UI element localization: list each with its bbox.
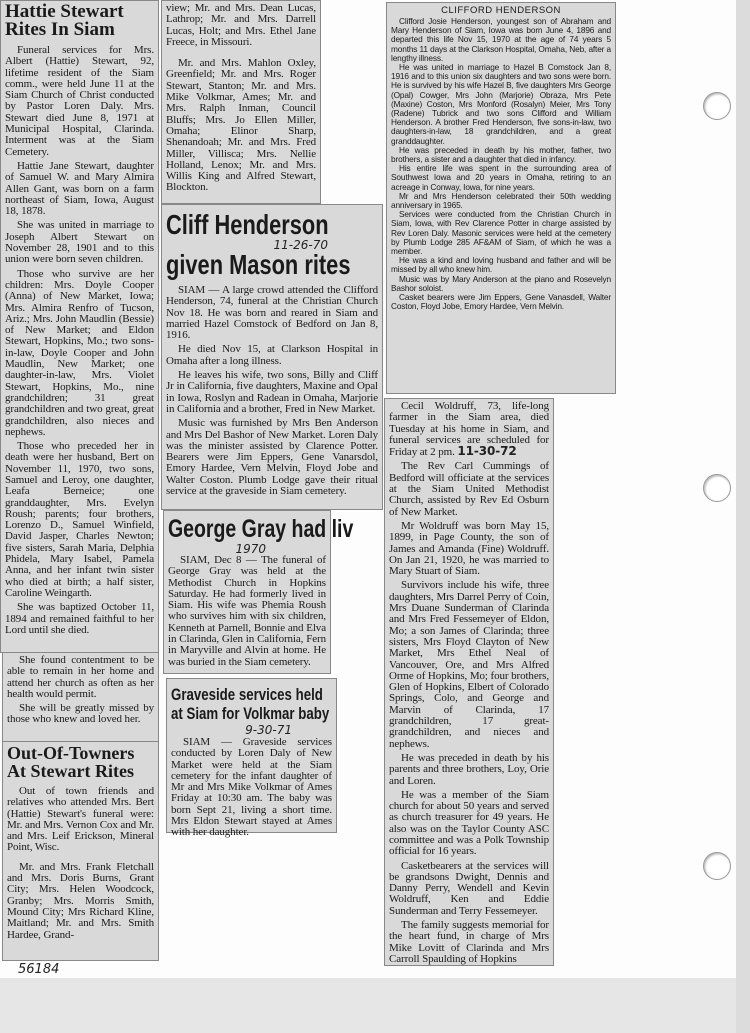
clipping-volkmar-baby [166, 678, 337, 839]
paragraph: Casket bearers were Jim Eppers, Gene Vanasdell, Walter Coston, Floyd Jobe, Emory Hardee, Vern Melvin. [391, 292, 611, 312]
paragraph: He died Nov 15, at Clarkson Hospital in Omaha after a long illness. [166, 343, 378, 367]
headline: CLIFFORD HENDERSON [441, 5, 561, 16]
punch-hole [703, 92, 731, 120]
headline-line: At Stewart Rites [7, 761, 134, 781]
paragraph: Music was furnished by Mrs Ben Anderson and Mrs Del Bashor of New Market. Loren Daly was the minister assisted by Clarence Potter. Bearers were Jim Eppers, Gene Vanarsdol, Emory Hardee, Vern Melvin, Floyd Jobe and Walter Coston. Plumb Lodge gave their ritual service at the graveside in Siam cemetery. [166, 417, 378, 498]
paragraph: He was preceded in death by his parents and three brothers, Loy, Orie and Loren. [389, 751, 549, 787]
headline-line: George Gray had liv [168, 515, 354, 543]
headline [5, 3, 154, 39]
paragraph: SIAM — Graveside services conducted by Loren Daly of New Market were held at the Siam cemetery for the infant daughter of Mr and Mrs Mike Volkmar of Ames Friday at 10:30 am. The baby was born Sept 21, living a short time. Mrs Eldon Stewart stayed at Ames with her daughter. [171, 736, 332, 839]
clipping-hattie-stewart [0, 0, 159, 653]
paragraph-text: Cecil Woldruff, 73, life-long farmer in the Siam area, died Tuesday at his home in Siam, and funeral services are scheduled for Friday at 2 pm. [389, 400, 549, 459]
headline-line: given Mason rites [166, 249, 351, 280]
paragraph: Mr. and Mrs. Mahlon Oxley, Greenfield; Mr. and Mrs. Roger Stewart, Stanton; Mr. and Mrs. Mike Volkmar, Ames; Mr. and Mrs. Ralph Inman, Council Bluffs; Mrs. Jo Ellen Miller, Omaha; Elinor Sharp, Shenandoah; Mr. and Mrs. Fred Miller, Villisca; Mrs. Nellie Holland, Lenox; Mr. and Mrs. Willis King and Alfred Stewart, Blockton. [166, 57, 316, 194]
headline [168, 515, 354, 543]
clipping-cecil-woldruff [384, 398, 554, 966]
headline-line: Out-Of-Towners [7, 743, 135, 763]
paragraph: She was baptized October 11, 1894 and remained faithful to her Lord until she died. [5, 601, 154, 636]
handwritten-date: 1970 [235, 542, 266, 556]
paragraph: Mr. and Mrs. Frank Fletchall and Mrs. Doris Burns, Grant City; Mrs. Helen Woodcock, Granby; Mrs. Morris Smith, Mound City; Mrs Richard Kline, Maitland; Mr. and Mrs. Smith Hardee, Grand- [7, 860, 154, 941]
paragraph: Mr and Mrs Henderson celebrated their 50th wedding anniversary in 1965. [391, 190, 611, 211]
handwritten-date: 11-30-72 [457, 444, 517, 459]
paragraph: SIAM — A large crowd attended the Clifford Henderson, 74, funeral at the Christian Church Nov 18. He was born and reared in Siam and married Hazel Comstock of Bedford on Jan 8, 1916. [166, 284, 378, 342]
catalog-number: 56184 [18, 962, 60, 977]
clipping-hattie-stewart-cont [2, 652, 159, 742]
paragraph: He leaves his wife, two sons, Billy and Cliff Jr in California, five daughters, Maxine and Opal in Iowa, Roslyn and Radean in Omaha, Marjorie in California and a brother, Fred in New Market. [166, 369, 378, 415]
paragraph: He was united in marriage to Hazel B Comstock Jan 8, 1916 and to this union six daughters and two sons were born. He is survived by his wife Hazel B, five daughters Mrs George (Opal) Cowger, Mrs John (Marjorie) Obraza, Mrs Pete (Maxine) Coston, Mrs Monford (Rosalyn) Meier, Mrs Tony (Radene) Tubrick and two sons Clifford and William Henderson. A brother Fred Henderson, five sons-in-law, two daughters-in-law, 18 grandchildren, and a great granddaughter. [391, 62, 611, 146]
headline [171, 685, 332, 723]
headline [7, 744, 154, 780]
paragraph: Casketbearers at the services will be grandsons Dwight, Dennis and Danny Perry, Wendell and Kevin Woldruff, Ken and Eddie Sunderman and Terry Fessemeyer. [389, 859, 549, 917]
scan-right-edge [736, 0, 750, 1033]
headline [166, 211, 378, 279]
paragraph: He was a kind and loving husband and father and will be missed by all who knew him. [391, 255, 611, 275]
headline-line: at Siam for Volkmar baby [171, 704, 330, 723]
clipping-george-gray [163, 510, 354, 674]
punch-hole [703, 474, 731, 502]
paragraph: Services were conducted from the Christian Church in Siam, Iowa, with Rev Clarence Potter in charge assisted by Rev Loren Daly. Masonic services were held at the cemetery by Plumb Lodge 285 AF&AM of Siam, of which he was a member. [391, 209, 611, 257]
paragraph: The Rev Carl Cummings of Bedford will officiate at the services at the Siam United Methodist Church, assisted by Rev Ed Osburn of New Market. [389, 460, 549, 518]
paragraph: Hattie Jane Stewart, daughter of Samuel W. and Mary Almira Allen Gant, was born on a farm northeast of Siam, Iowa, August 18, 1878. [5, 159, 154, 218]
clipping-clifford-henderson [386, 2, 616, 394]
paragraph: She found contentment to be able to remain in her home and attend her church as often as her health would permit. [7, 654, 154, 700]
paragraph: The family suggests memorial for the heart fund, in charge of Mrs Mike Lovitt of Clarinda and Mrs Carroll Spaulding of Hopkins [389, 919, 549, 965]
scan-bottom-edge [0, 978, 750, 1033]
headline-line: Cliff Henderson [166, 209, 329, 240]
handwritten-date: 11-26-70 [273, 238, 328, 252]
paragraph: His entire life was spent in the surrounding area of Southwest Iowa and 20 years in Omaha, retiring to an acreage in Conway, Iowa, for nine years. [391, 163, 611, 192]
paragraph: Out of town friends and relatives who attended Mrs. Bert (Hattie) Stewart's funeral were: Mr. and Mrs. Vernon Cox and Mr. and Mrs. Leif Erickson, Mineral Point, Wisc. [7, 785, 154, 854]
paragraph: She was united in marriage to Joseph Albert Stewart on November 28, 1901 and to this union were born seven children. [5, 219, 154, 266]
paragraph: Survivors include his wife, three daughters, Mrs Darrel Perry of Coin, Mrs Duane Sunderman of Clarinda and Mrs Fred Fessemeyer of Eldon, Mo; a son James of Clarinda; three sisters, Mrs Floyd Clayton of New Market, Mrs Ethel Neal of Vancouver, Ore, and Mrs Alfred Orme of Hopkins, Mo; four brothers, Glen of Hopkins, Elbert of Colorado Springs, Colo, and George and Marvin of Clarinda, 17 grandchildren, 17 great-grandchildren, and nieces and nephews. [389, 579, 549, 750]
headline-line: Graveside services held [171, 685, 323, 704]
handwritten-date: 9-30-71 [245, 723, 292, 737]
paragraph: Those who survive are her children: Mrs. Doyle Cooper (Anna) of New Market, Iowa; Mrs. Almira Renfro of Tucson, Ariz.; Mrs. John Maudlin (Bessie) of New Market; and Eldon Stewart, Hopkins, Mo.; two sons-in-law, Doyle Cooper and John Maudlin, New Market; one daughter-in-law, Mrs. Violet Stewart, Hopkins, Mo., nine grandchildren; 31 great grandchildren and two great, great grandchildren, also nieces and nephews. [5, 267, 154, 438]
clipping-out-of-towners-cont [161, 0, 321, 204]
clipping-out-of-towners [2, 741, 159, 961]
paragraph: Those who preceded her in death were her husband, Bert on November 11, 1970, two sons, Samuel and Leroy, one daughter, Leafa Berneice; one granddaughter, Mrs. Evelyn Roush; parents; four brothers, Lorenzo D., Samuel Winfield, David Jasper, Charles Newton; five sisters, Sarah Maria, Delphia Phidela, Mary Isabel, Pamela Anna, and her infant twin sister who died at birth; a half sister, Caroline Weingarth. [5, 440, 154, 599]
paragraph: Funeral services for Mrs. Albert (Hattie) Stewart, 92, lifetime resident of the Siam comm., were held June 11 at the Siam Church of Christ conducted by Pastor Loren Daly. Mrs. Stewart died June 8, 1971 at Municipal Hospital, Clarinda. Interment was at the Siam Cemetery. [5, 44, 154, 158]
clipping-cliff-henderson [161, 204, 383, 510]
paragraph: He was a member of the Siam church for about 50 years and served as church treasurer for 49 years. He also was on the Taylor County ASC committee and was a Polk Township official for 16 years. [389, 788, 549, 858]
paragraph: view; Mr. and Mrs. Dean Lucas, Lathrop; Mr. and Mrs. Darrell Lucas, Holt; and Mrs. Ethel Jane Freece, in Missouri. [166, 2, 316, 48]
headline-line: Rites In Siam [5, 19, 115, 40]
paragraph: Music was by Mary Anderson at the piano and Rosevelyn Bashor soloist. [391, 273, 611, 293]
headline-line: Hattie Stewart [5, 1, 124, 22]
paragraph: He was preceded in death by his mother, father, two brothers, a sister and a daughter that died in infancy. [391, 144, 611, 165]
punch-hole [703, 852, 731, 880]
paragraph: Clifford Josie Henderson, youngest son of Abraham and Mary Henderson of Siam, Iowa was born June 4, 1896 and departed this life Nov 15, 1970 at the age of 74 years 5 months 11 days at the Clarkson Hospital, Omaha, Neb, after a lengthy illness. [391, 16, 611, 63]
paragraph [389, 401, 549, 458]
paragraph: SIAM, Dec 8 — The funeral of George Gray was held at the Methodist Church in Hopkins Saturday. He had formerly lived in Siam. His wife was Phemia Roush who survives him with six children, Kenneth at Parnell, Bonnie and Elva in Clarinda, Glen in California, Fern in Maryville and Alvin at home. He was buried in the Siam cemetery. [168, 554, 326, 668]
paragraph: Mr Woldruff was born May 15, 1899, in Page County, the son of James and Amanda (Fine) Woldruff. On Jan 21, 1920, he was married to Mary Stuart of Siam. [389, 519, 549, 578]
paragraph: She will be greatly missed by those who knew and loved her. [7, 702, 154, 726]
